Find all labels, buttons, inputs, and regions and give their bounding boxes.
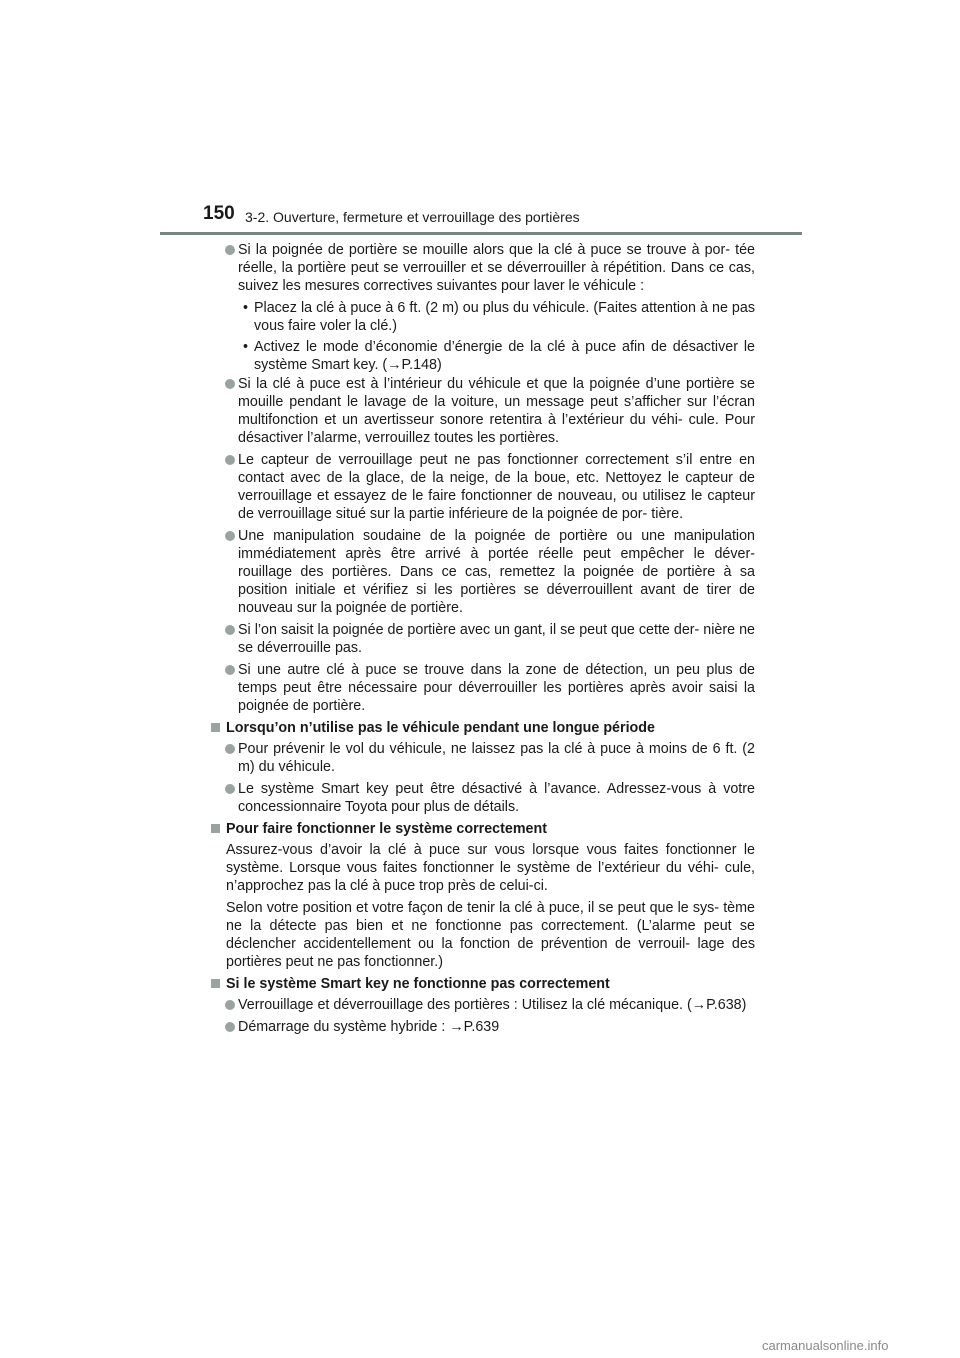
text-line: nière ne se déverrouille pas.	[238, 622, 755, 656]
text-line: Verrouillage et déverrouillage des portières : Utilisez la clé mécanique.	[238, 997, 684, 1013]
bullet-paragraph	[210, 780, 755, 816]
text-line: rouillage des portières. Dans ce cas, remettez la poignée de portière à sa	[238, 564, 755, 580]
page-content	[210, 241, 755, 1040]
watermark: carmanualsonline.info	[762, 1338, 889, 1353]
page-ref-link: (→P.638)	[687, 997, 747, 1013]
heading-text: Si le système Smart key ne fonctionne pas correctement	[226, 976, 610, 992]
text-line: peut se déclencher accidentellement ou la fonction de prévention de verrouil-	[226, 918, 755, 952]
text-line: en contact avec de la glace, de la neige, de la boue, etc. Nettoyez le capteur	[238, 452, 755, 486]
square-bullet-icon	[211, 824, 220, 833]
text-line: (2 m) du véhicule.	[238, 741, 755, 775]
text-line: Si l’on saisit la poignée de portière avec un gant, il se peut que cette der-	[238, 622, 700, 638]
text-line: position initiale et vérifiez si les portières se déverrouillent avant de tirer de	[238, 582, 755, 598]
sub-bullet	[210, 299, 755, 335]
heading-text: Pour faire fonctionner le système correctement	[226, 821, 547, 837]
bullet-icon	[225, 455, 235, 465]
text-line: ce cas, suivez les mesures correctives suivantes pour laver le véhicule :	[238, 260, 755, 294]
section-heading	[210, 975, 755, 993]
text-line: la poignée de portière.	[238, 680, 755, 714]
bullet-icon	[225, 379, 235, 389]
bullet-paragraph	[210, 1018, 755, 1036]
bullet-paragraph	[210, 451, 755, 523]
text-line: Si la clé à puce est à l’intérieur du véhicule et que la poignée d’une portière	[238, 376, 735, 392]
header-rule	[160, 232, 802, 235]
section-heading	[210, 719, 755, 737]
bullet-icon	[225, 625, 235, 635]
bullet-icon	[225, 1000, 235, 1010]
square-bullet-icon	[211, 979, 220, 988]
text-line: Activez le mode d’économie d’énergie de la clé à puce afin de désactiver	[254, 339, 738, 355]
text-line: ne pas vous faire voler la clé.)	[254, 300, 755, 334]
sub-bullet	[210, 338, 755, 374]
text-line: immédiatement après être arrivé à portée réelle peut empêcher le déver-	[238, 546, 755, 562]
bullet-paragraph	[210, 661, 755, 715]
text-line: Une manipulation soudaine de la poignée de portière ou une manipulation	[238, 528, 755, 544]
page-number: 150	[203, 203, 235, 224]
text-line: l’écran multifonction et un avertisseur sonore retentira à l’extérieur du véhi-	[238, 394, 755, 428]
text-line: cule. Pour désactiver l’alarme, verrouillez toutes les portières.	[238, 412, 755, 446]
text-line: Démarrage du système hybride : →P.639	[238, 1019, 500, 1035]
page-header	[0, 0, 960, 240]
bullet-paragraph	[210, 375, 755, 447]
text-line: tière.	[651, 506, 684, 522]
section-heading	[210, 820, 755, 838]
text-line: Pour prévenir le vol du véhicule, ne laissez pas la clé à puce à moins de 6 ft.	[238, 741, 738, 757]
bullet-paragraph	[210, 740, 755, 776]
bullet-paragraph	[210, 996, 755, 1014]
sub-bullet-icon: •	[243, 339, 249, 355]
square-bullet-icon	[211, 723, 220, 732]
bullet-icon	[225, 531, 235, 541]
text-line: nouveau sur la poignée de portière.	[238, 600, 463, 616]
text-line: capteur de verrouillage situé sur la partie inférieure de la poignée de por-	[238, 488, 755, 522]
bullet-paragraph	[210, 527, 755, 617]
text-line: Si la poignée de portière se mouille alors que la clé à puce se trouve à por-	[238, 242, 731, 258]
text-line: Le capteur de verrouillage peut ne pas fonctionner correctement s’il entre	[238, 452, 733, 468]
heading-text: Lorsqu’on n’utilise pas le véhicule pendant une longue période	[226, 720, 655, 736]
bullet-icon	[225, 784, 235, 794]
text-line: de verrouillage et essayez de le faire fonctionner de nouveau, ou utilisez le	[238, 470, 755, 504]
text-line: système. Lorsque vous faites fonctionner le système de l’extérieur du véhi-	[226, 860, 719, 876]
text-line: Assurez-vous d’avoir la clé à puce sur vous lorsque vous faites fonctionner le	[226, 842, 755, 858]
paragraph	[210, 899, 755, 971]
paragraph	[210, 841, 755, 895]
text-line: votre concessionnaire Toyota pour plus de détails.	[238, 781, 755, 815]
text-line: lage des portières peut ne pas fonctionner.)	[226, 936, 755, 970]
bullet-icon	[225, 1022, 235, 1032]
bullet-icon	[225, 665, 235, 675]
bullet-paragraph	[210, 621, 755, 657]
text-line: Placez la clé à puce à 6 ft. (2 m) ou plus du véhicule. (Faites attention à	[254, 300, 708, 316]
bullet-paragraph	[210, 241, 755, 295]
bullet-icon	[225, 245, 235, 255]
sub-bullet-icon: •	[243, 300, 249, 316]
bullet-icon	[225, 744, 235, 754]
text-line: se mouille pendant le lavage de la voiture, un message peut s’afficher sur	[238, 376, 755, 410]
text-line: Si une autre clé à puce se trouve dans la zone de détection, un peu plus de	[238, 662, 755, 678]
text-line: tème ne la détecte pas bien et ne fonctionne pas correctement. (L’alarme	[226, 900, 755, 934]
section-title: 3-2. Ouverture, fermeture et verrouillage des portières	[245, 209, 580, 225]
text-line: Le système Smart key peut être désactivé à l’avance. Adressez-vous à	[238, 781, 717, 797]
text-line: tée réelle, la portière peut se verrouiller et se déverrouiller à répétition. Dans	[238, 242, 755, 276]
text-line: Selon votre position et votre façon de tenir la clé à puce, il se peut que le sys-	[226, 900, 720, 916]
text-line: cule, n’approchez pas la clé à puce trop près de celui-ci.	[226, 860, 755, 894]
text-line: temps peut être nécessaire pour déverrouiller les portières après avoir saisi	[238, 680, 738, 696]
page-ref-link: le système Smart key. (→P.148)	[254, 339, 755, 373]
